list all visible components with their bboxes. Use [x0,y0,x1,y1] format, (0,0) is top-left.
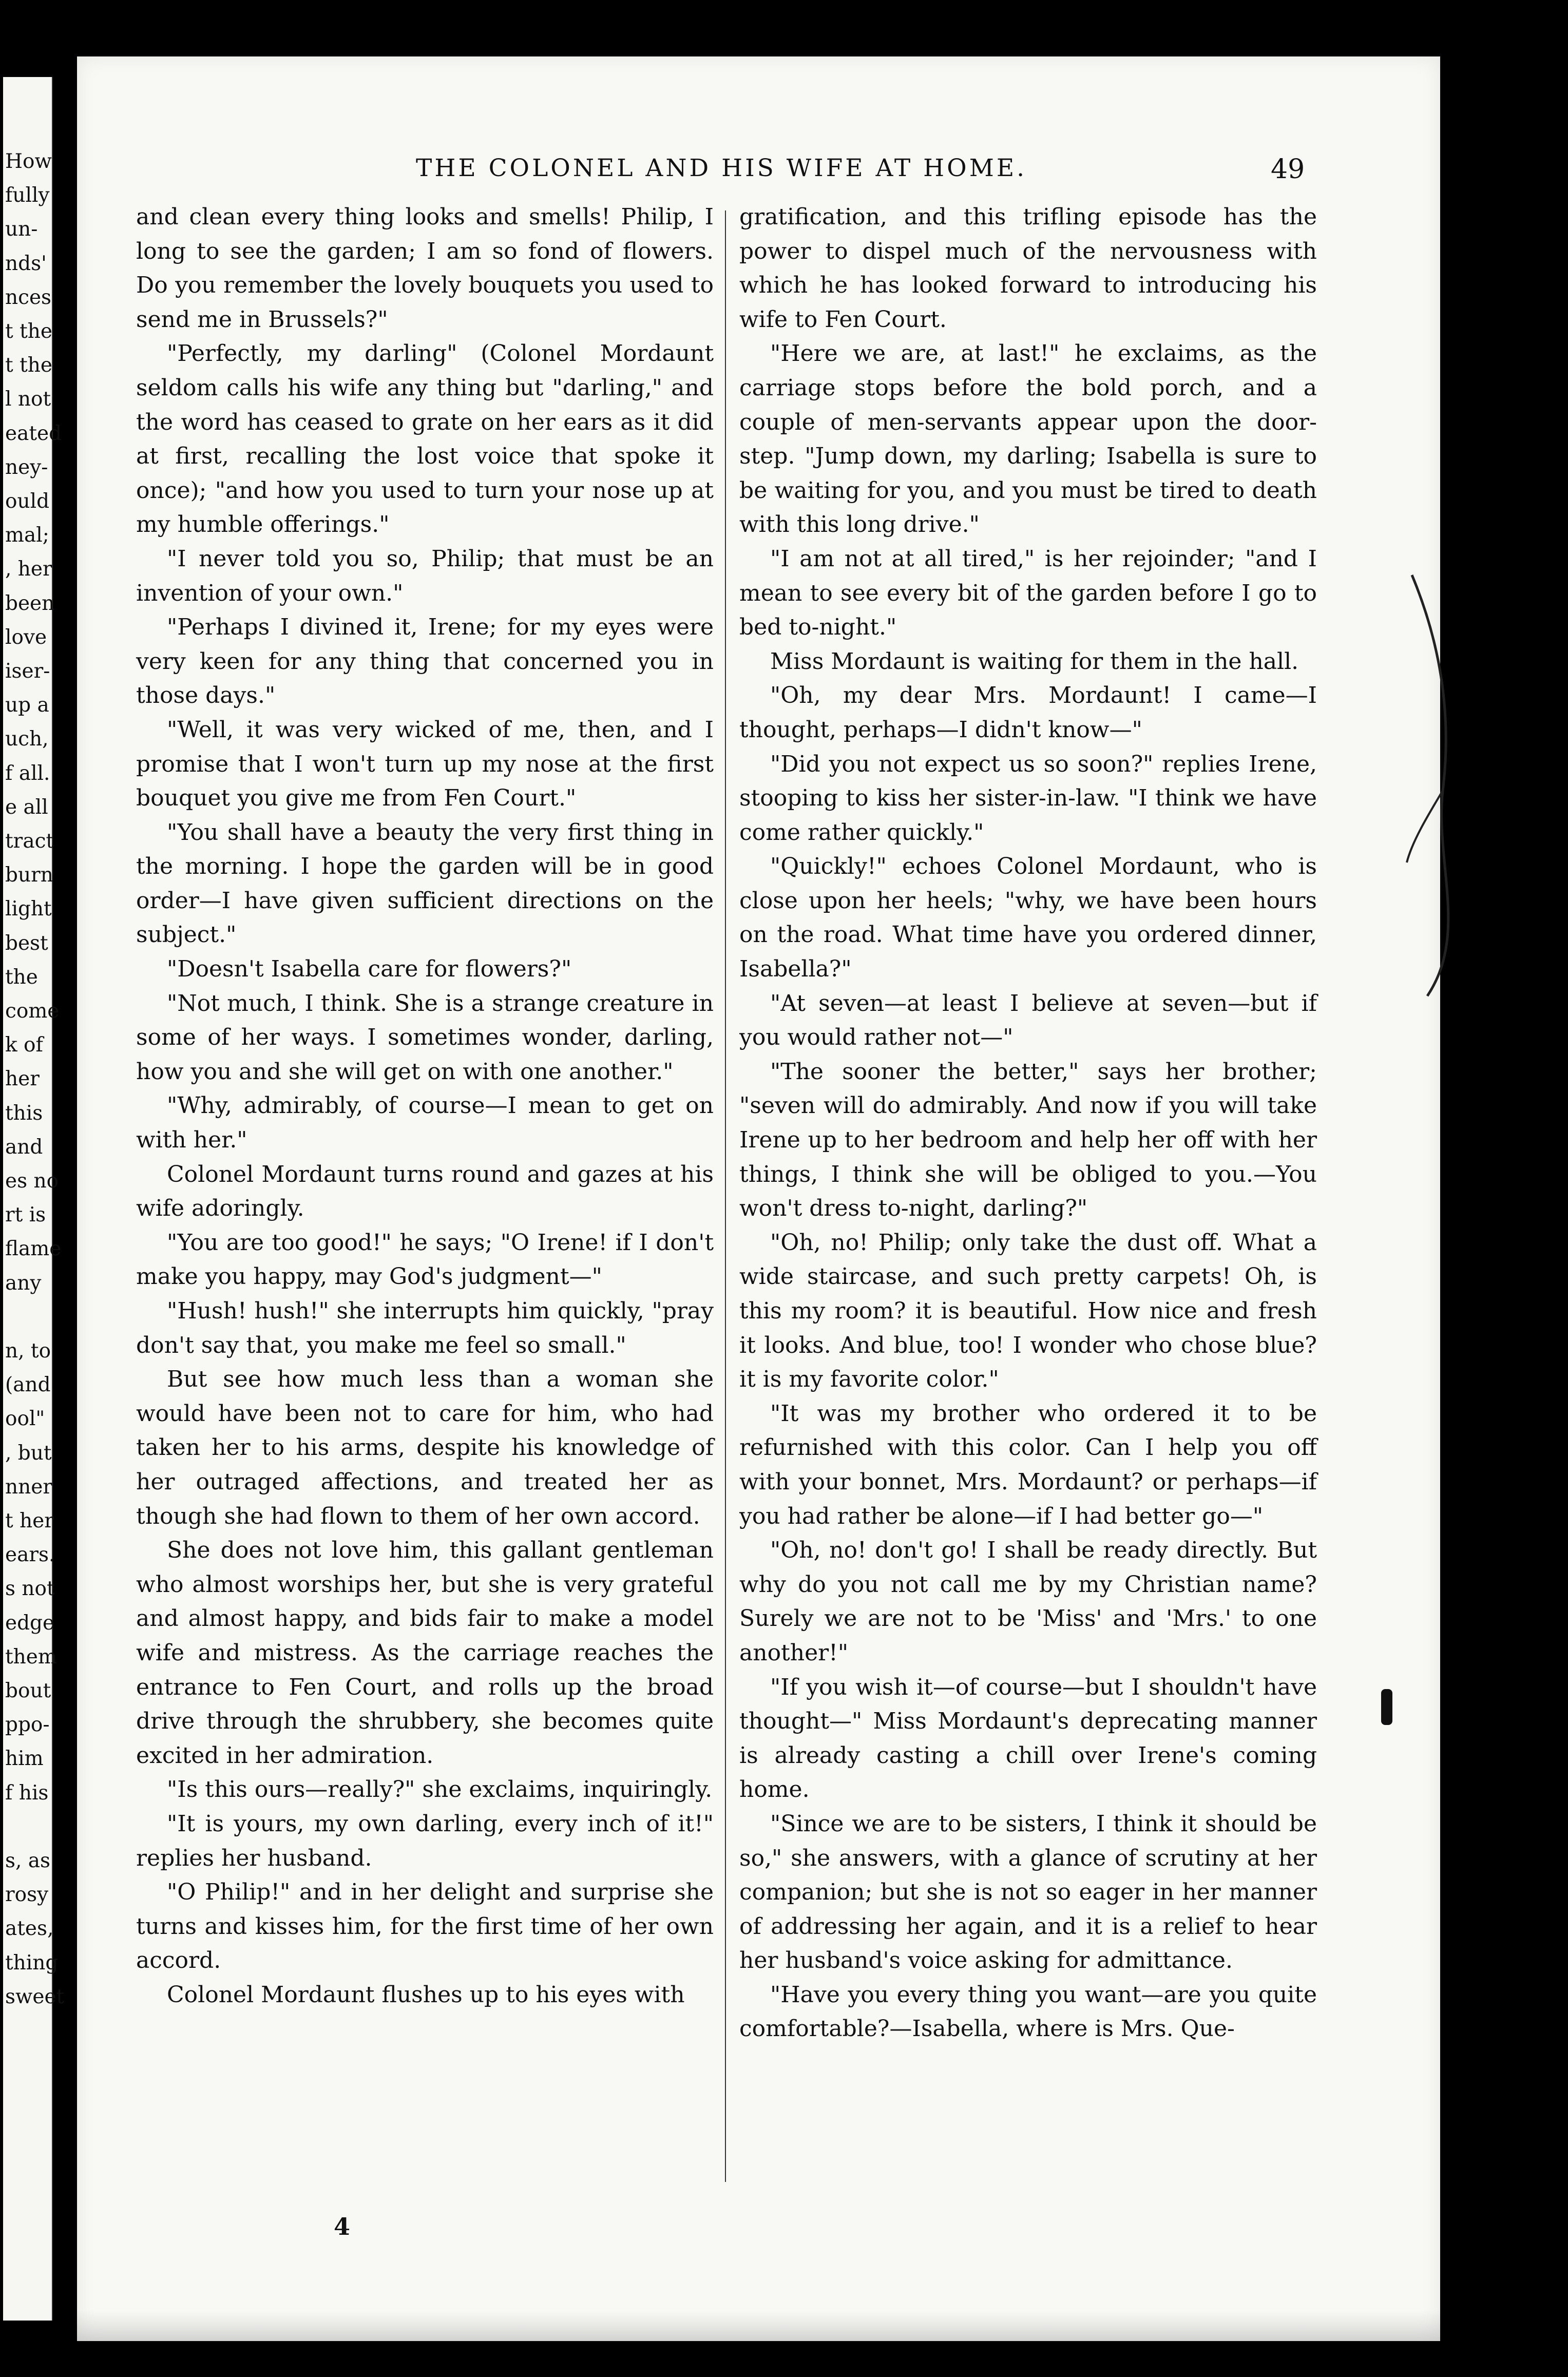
paragraph: "Quickly!" echoes Colonel Mordaunt, who is close upon her heels; "why, we have been hours on the road. What time have you ordered dinner, Isabella?" [739,853,1317,983]
facing-line: tract [5,830,54,853]
paragraph: "It was my brother who ordered it to be refurnished with this color. Can I help you off with your bonnet, Mrs. Mordaunt? or perhaps—if you had rather be alone—if I had better go—" [739,1400,1317,1529]
facing-line: mal; [5,524,49,547]
facing-line: ould [5,490,50,513]
facing-line: s not [5,1577,55,1601]
facing-line: ney- [5,455,48,479]
paragraph: "Since we are to be sisters, I think it should be so," she answers, with a glance of scrutiny at her companion; but she is not so eager in her manner of addressing her again, and it is a relief to hear her husband's voice asking for admittance. [739,1810,1317,1974]
facing-line: flame [5,1237,62,1261]
page-number: 49 [1271,154,1305,185]
facing-line: t the [5,354,52,377]
facing-line: fully [5,184,50,207]
facing-line: rosy [5,1883,49,1907]
paragraph: She does not love him, this gallant gentleman who almost worships her, but she is very grateful and almost happy, and bids fair to make a model wife and mistress. As the carriage reaches the entrance to Fen Court, and rolls up the broad drive through the shrubbery, she becomes quite excited in her admiration. [136,1537,714,1769]
facing-line: them [5,1645,57,1669]
paragraph: "Did you not expect us so soon?" replies Irene, stooping to kiss her sister-in-law. "I think we have come rather quickly." [739,751,1317,846]
facing-line: up a [5,694,49,717]
facing-line: uch, [5,727,49,751]
paragraph: "Have you every thing you want—are you quite comfortable?—Isabella, where is Mrs. Que- [739,1981,1317,2042]
facing-line: , her [5,558,52,581]
margin-pencil-mark [1407,575,1489,996]
facing-line: nds' [5,252,47,275]
paragraph: gratification, and this trifling episode has the power to dispel much of the nervousness with which he has looked forward to introducing his wife to Fen Court. [739,204,1317,333]
paragraph: "Doesn't Isabella care for flowers?" [167,956,572,983]
facing-line: sweet [5,1985,65,2008]
paragraph: and clean every thing looks and smells! Philip, I long to see the garden; I am so fond of flowers. Do you remember the lovely bouquets you used to send me in Brussels?" [136,204,714,333]
paragraph: "Hush! hush!" she interrupts him quickly, "pray don't say that, you make me feel so small." [136,1298,714,1358]
facing-line: (and [5,1373,51,1397]
paragraph: "You shall have a beauty the very first thing in the morning. I hope the garden will be in good order—I have given sufficient directions on the subject." [136,819,714,948]
facing-line: , but [5,1441,52,1465]
scan-edge-noise [77,2310,1440,2341]
facing-line: light [5,897,52,921]
paragraph: "I never told you so, Philip; that must be an invention of your own." [136,545,714,606]
facing-line: un- [5,218,38,241]
facing-line: eated [5,421,62,445]
facing-line: f his [5,1781,49,1805]
paragraph: "Perhaps I divined it, Irene; for my eyes were very keen for any thing that concerned you in those days." [136,614,714,709]
facing-line: been [5,591,55,615]
facing-line: thing [5,1951,59,1975]
facing-line: ears. [5,1543,55,1567]
paragraph: Colonel Mordaunt flushes up to his eyes with [167,1981,685,2008]
facing-line: any [5,1271,42,1295]
facing-line: love [5,625,47,649]
facing-line: bout [5,1679,51,1702]
left-column [136,200,714,2012]
facing-line: n, to [5,1339,51,1363]
facing-page-fragment [3,77,65,2321]
paragraph: Colonel Mordaunt turns round and gazes at his wife adoringly. [136,1161,714,1222]
paragraph: "I am not at all tired," is her rejoinder; "and I mean to see every bit of the garden before I go to bed to-night." [739,545,1317,641]
paragraph: "O Philip!" and in her delight and surprise she turns and kisses him, for the first time of her own accord. [136,1879,714,1974]
paragraph: "Well, it was very wicked of me, then, and I promise that I won't turn up my nose at the first bouquet you give me from Fen Court." [136,716,714,812]
paragraph: "At seven—at least I believe at seven—but if you would rather not—" [739,990,1317,1051]
facing-line: this [5,1101,43,1125]
column-divider [725,210,726,2182]
paragraph: "Here we are, at last!" he exclaims, as the carriage stops before the bold porch, and a couple of men-servants appear upon the door-step. "Jump down, my darling; Isabella is sure to be waiting for you, and you must be tired to death with this long drive." [739,340,1317,538]
right-column [739,200,1317,2046]
facing-line: ppo- [5,1713,50,1737]
facing-line: How [5,150,52,173]
paragraph: But see how much less than a woman she would have been not to care for him, who had taken her to his arms, despite his knowledge of her outraged affections, and treated her as though she had flown to them of her own accord. [136,1366,714,1529]
facing-line: t the [5,320,52,343]
facing-line: nner [5,1475,52,1499]
paragraph: "Not much, I think. She is a strange creature in some of her ways. I sometimes wonder, darling, how you and she will get on with one another." [136,990,714,1085]
facing-line: edge [5,1611,55,1635]
facing-line: es no [5,1170,59,1193]
facing-line: nces [5,285,52,309]
paragraph: "Oh, my dear Mrs. Mordaunt! I came—I thought, perhaps—I didn't know—" [739,682,1317,743]
book-page [77,56,1440,2341]
paragraph: "Is this ours—really?" she exclaims, inquiringly. [167,1776,713,1803]
facing-line: l not [5,388,51,411]
facing-line: e all [5,795,48,819]
ink-spot [1381,1689,1392,1725]
paragraph: "Oh, no! don't go! I shall be ready directly. But why do you not call me by my Christian name? Surely we are not to be 'Miss' and 'Mrs.' to one another!" [739,1537,1317,1666]
facing-line: ates, [5,1917,54,1941]
facing-line: s, as [5,1849,51,1872]
paragraph: "It is yours, my own darling, every inch of it!" replies her husband. [136,1810,714,1871]
paragraph: "If you wish it—of course—but I shouldn't have thought—" Miss Mordaunt's deprecating manner is already casting a chill over Irene's coming home. [739,1674,1317,1803]
paragraph: "Why, admirably, of course—I mean to get on with her." [136,1092,714,1154]
facing-line: burn [5,864,53,887]
facing-line: ool" [5,1407,45,1431]
facing-line: and [5,1135,43,1159]
facing-line: him [5,1747,44,1771]
facing-line: her [5,1067,40,1091]
facing-line: best [5,931,48,955]
facing-line: iser- [5,660,50,683]
paragraph: Miss Mordaunt is waiting for them in the hall. [770,648,1299,675]
facing-line: the [5,965,38,989]
signature-mark: 4 [334,2213,351,2240]
paragraph: "The sooner the better," says her brother; "seven will do admirably. And now if you will take Irene up to her bedroom and help her off with her things, I think she will be obliged to you.—You won't dress to-night, darling?" [739,1058,1317,1222]
facing-line: come [5,1000,60,1023]
paragraph: "Oh, no! Philip; only take the dust off. What a wide staircase, and such pretty carpets! Oh, is this my room? it is beautiful. How nice and fresh it looks. And blue, too! I wonder who chose blue? it is my favorite color." [739,1229,1317,1393]
facing-line: f all. [5,761,50,785]
facing-line: t her [5,1509,54,1532]
facing-line: rt is [5,1203,46,1227]
paragraph: "Perfectly, my darling" (Colonel Mordaunt seldom calls his wife any thing but "darling," and the word has ceased to grate on her ears as it did at first, recalling the lost voice that spoke it once); "and how you used to turn your nose up at my humble offerings." [136,340,714,538]
running-head: THE COLONEL AND HIS WIFE AT HOME. [416,154,1027,182]
paragraph: "You are too good!" he says; "O Irene! if I don't make you happy, may God's judgment—" [136,1229,714,1290]
facing-line: k of [5,1033,43,1057]
